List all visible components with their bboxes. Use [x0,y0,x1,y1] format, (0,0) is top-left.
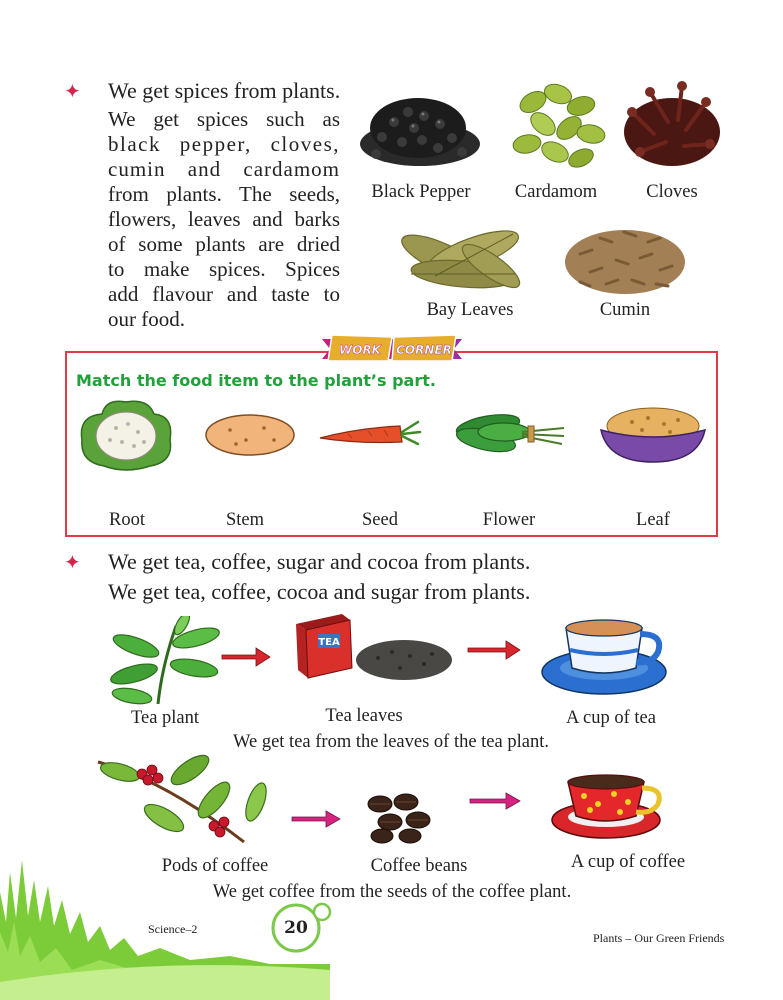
tea-box-text: TEA [318,637,340,648]
carrot-image [318,418,422,450]
banner-right-text: CORNER [396,343,452,357]
plant-part-label: Root [109,510,145,530]
para-line: add flavour and taste to [108,282,340,306]
plant-part-label: Leaf [636,510,670,530]
banner-left-text: WORK [339,343,381,357]
cup-of-coffee-image [548,768,668,842]
tea-plant-image [106,616,226,706]
plant-part-label: Seed [362,510,398,530]
spice-label: Cumin [599,300,651,320]
coffee-caption: We get coffee from the seeds of the coffee plant. [212,882,572,902]
plant-part-label: Flower [482,510,536,530]
work-corner-banner [322,335,462,363]
coffee-label: Coffee beans [370,856,468,876]
spices-paragraph [108,107,340,332]
grains-bowl-image [598,400,708,466]
coffee-label: A cup of coffee [570,852,686,872]
potato-image [202,410,298,460]
cardamom-image [503,72,613,172]
work-corner-title: Match the food item to the plant’s part. [76,371,436,390]
page-number: 20 [284,918,308,938]
para-line: of some plants are dried [108,232,340,256]
coffee-pods-image [94,752,274,848]
spice-label: Black Pepper [371,182,471,202]
footer-chapter: Plants – Our Green Friends [593,931,725,945]
footer-book: Science–2 [148,922,198,936]
beverages-heading: We get tea, coffee, sugar and cocoa from plants. [108,549,531,574]
tea-leaves-image [292,608,458,690]
arrow-icon [466,638,522,662]
tea-label: A cup of tea [566,708,656,728]
black-pepper-image [352,82,482,172]
cloves-image [620,72,724,172]
para-line: flowers, leaves and barks [108,207,340,231]
spice-label: Bay Leaves [426,300,514,320]
spice-label: Cloves [646,182,698,202]
spice-label: Cardamom [514,182,598,202]
tea-label: Tea plant [130,708,200,728]
para-line: cumin and cardamom [108,157,340,181]
bullet-icon: ✦ [64,550,81,574]
plant-part-label: Stem [225,510,265,530]
cauliflower-image [76,396,176,472]
coffee-beans-image [362,790,442,846]
bay-leaves-image [395,218,530,298]
para-line: our food. [108,307,185,331]
para-line: black pepper, cloves, [108,132,340,156]
spices-heading: We get spices from plants. [108,78,341,103]
bullet-icon: ✦ [64,79,81,103]
arrow-icon [290,808,342,830]
arrow-icon [468,790,522,812]
para-line: from plants. The seeds, [108,182,340,206]
spinach-image [454,408,568,458]
cumin-image [560,214,690,300]
tea-caption: We get tea from the leaves of the tea plant. [233,732,549,752]
para-line: We get spices such as [108,107,340,131]
cup-of-tea-image [540,612,672,698]
arrow-icon [220,645,272,669]
para-line: to make spices. Spices [108,257,340,281]
coffee-label: Pods of coffee [161,856,269,876]
tea-label: Tea leaves [325,706,403,726]
beverages-subheading: We get tea, coffee, cocoa and sugar from plants. [108,579,531,604]
